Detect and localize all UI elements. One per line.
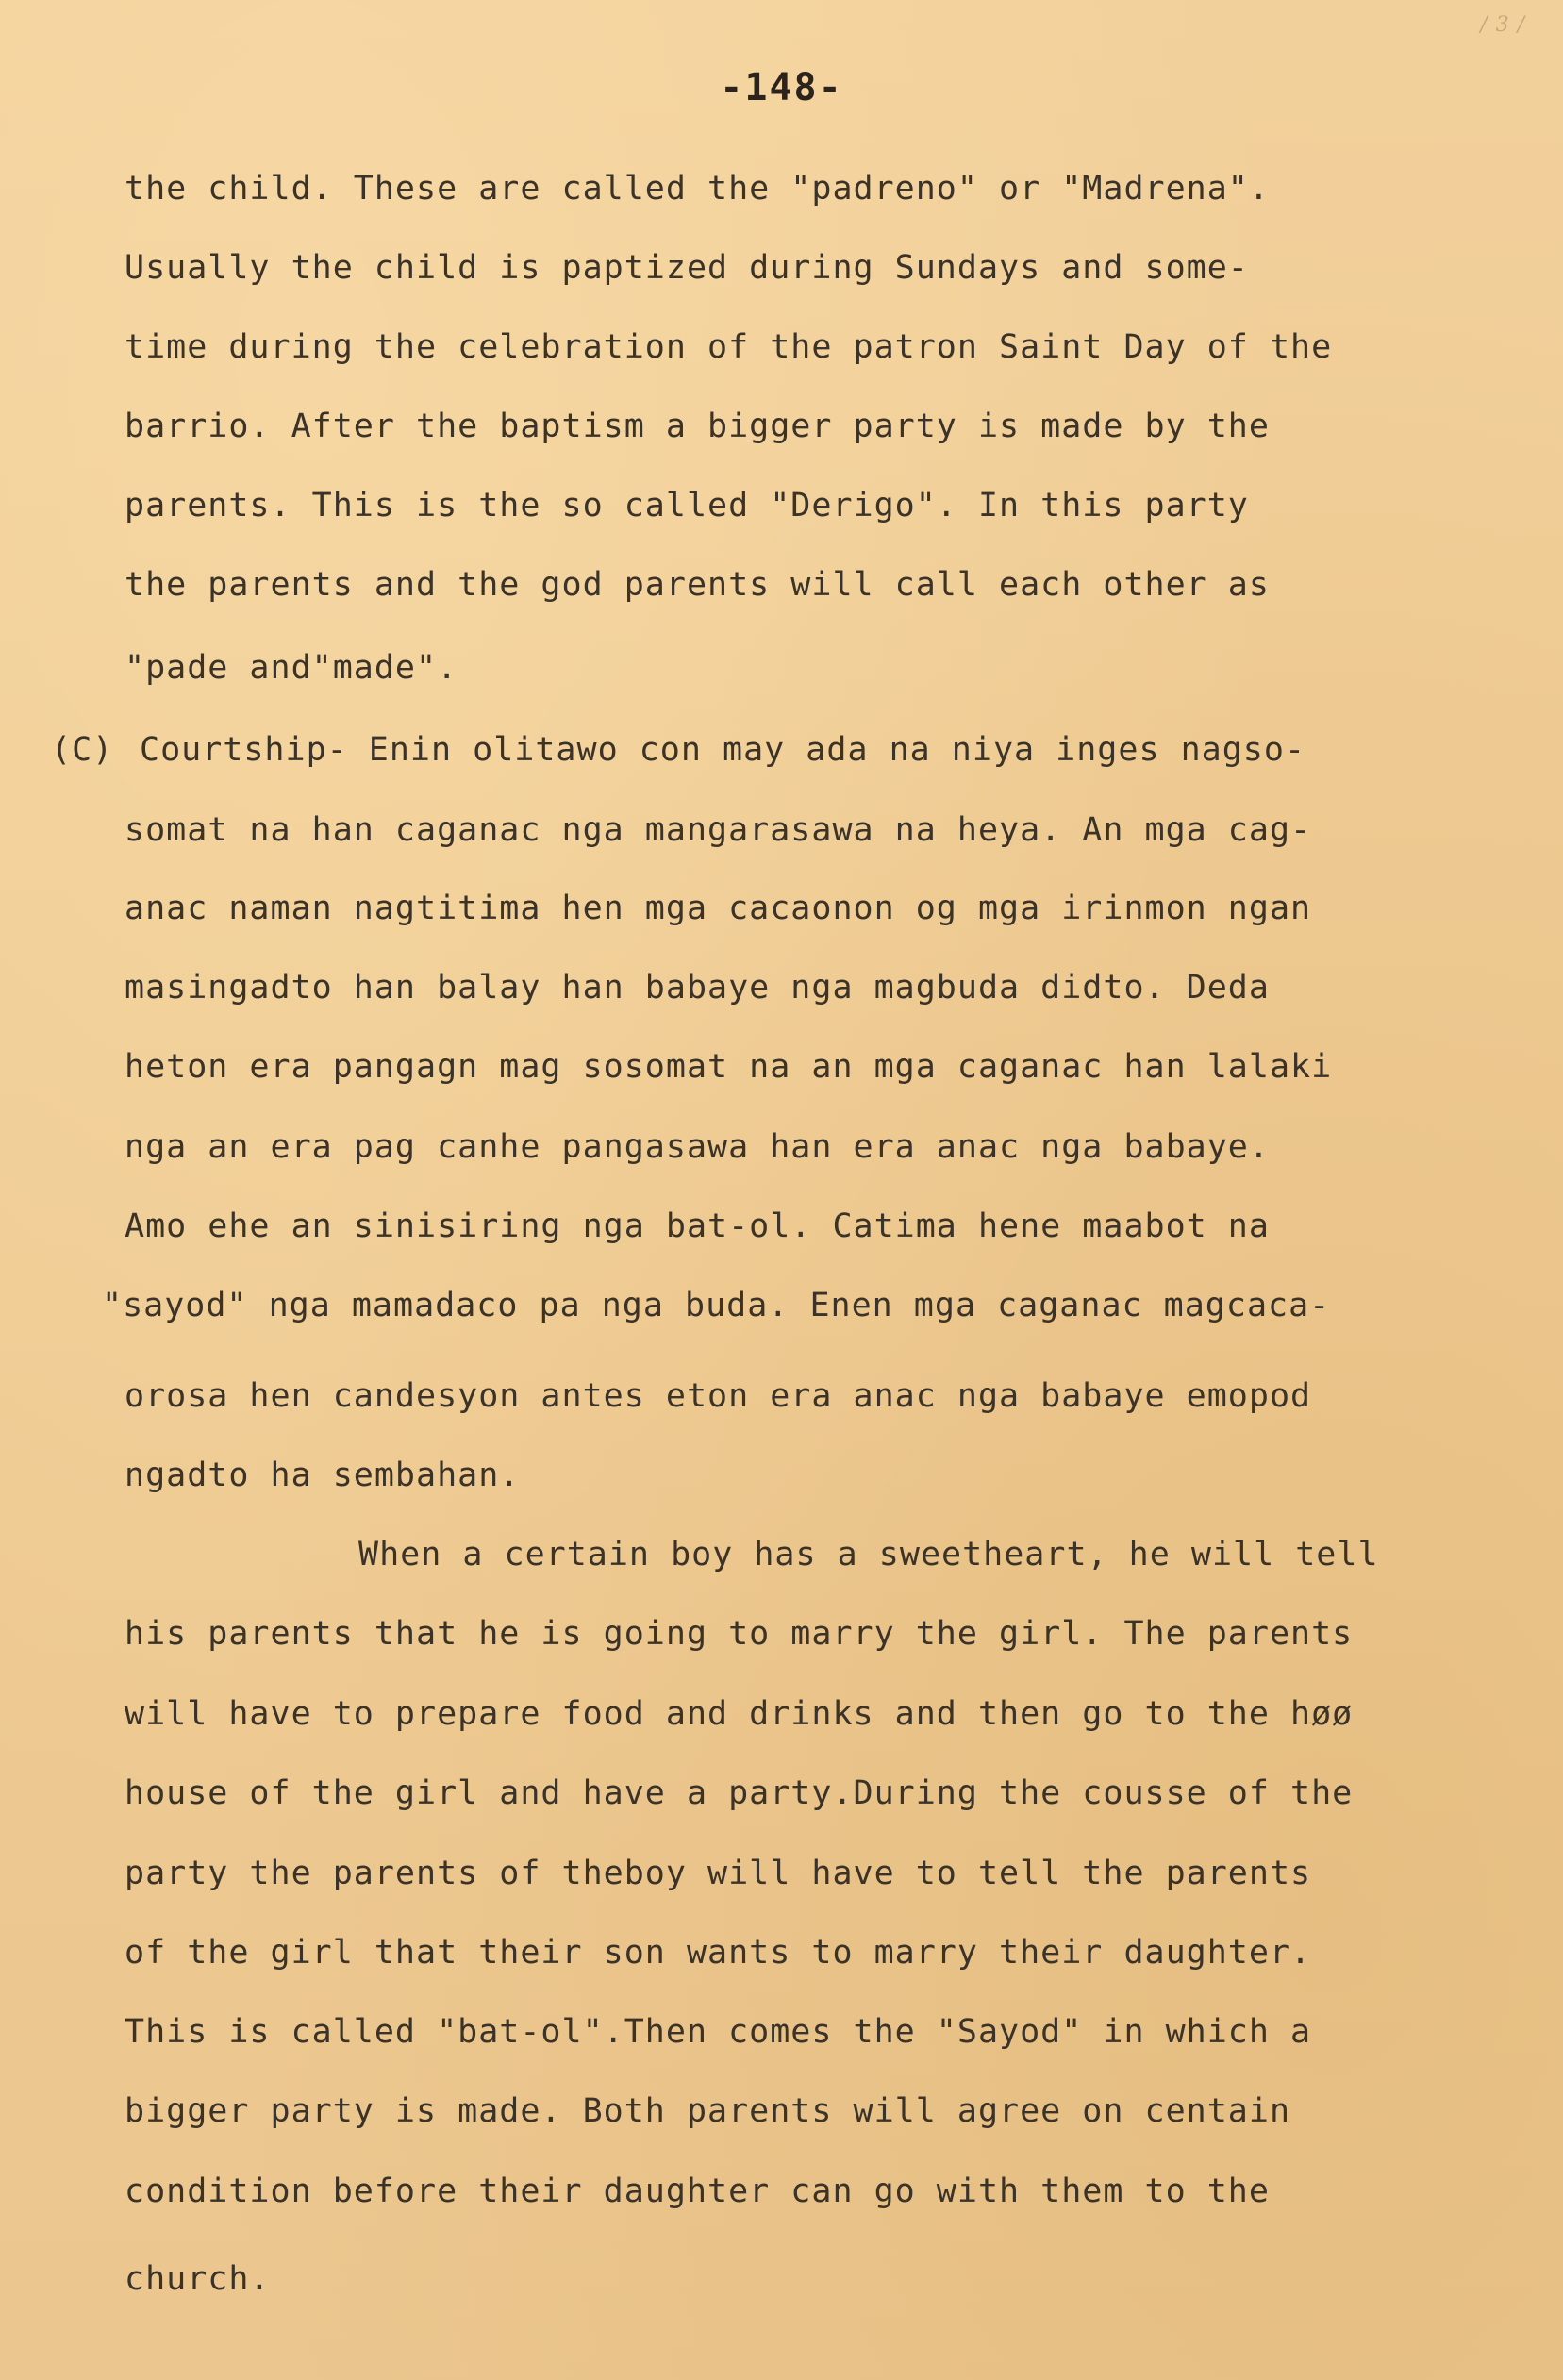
- text-line-17: ngadto ha sembahan.: [125, 1456, 521, 1494]
- page-number: -148-: [720, 66, 843, 109]
- text-line-12: heton era pangagn mag sosomat na an mga caganac han lalaki: [125, 1048, 1333, 1086]
- text-line-26: condition before their daughter can go with them to the: [125, 2172, 1270, 2210]
- text-line-14: Amo ehe an sinisiring nga bat-ol. Catima hene maabot na: [125, 1207, 1270, 1245]
- text-line-6: the parents and the god parents will call each other as: [125, 566, 1270, 604]
- text-line-9: somat na han caganac nga mangarasawa na heya. An mga cag-: [125, 811, 1312, 849]
- text-line-21: house of the girl and have a party.During the cousse of the: [125, 1774, 1354, 1812]
- text-line-15: "sayod" nga mamadaco pa nga buda. Enen mga caganac magcaca-: [102, 1287, 1331, 1324]
- text-line-20: will have to prepare food and drinks and then go to the høø: [125, 1695, 1354, 1733]
- text-line-1: the child. These are called the "padreno" or "Madrena".: [125, 170, 1270, 208]
- text-line-13: nga an era pag canhe pangasawa han era anac nga babaye.: [125, 1128, 1270, 1166]
- text-line-11: masingadto han balay han babaye nga magbuda didto. Deda: [125, 969, 1270, 1007]
- text-line-2: Usually the child is paptized during Sundays and some-: [125, 249, 1249, 287]
- section-marker-c: (C): [51, 731, 114, 769]
- text-line-19: his parents that he is going to marry the girl. The parents: [125, 1615, 1354, 1653]
- text-line-16: orosa hen candesyon antes eton era anac nga babaye emopod: [125, 1377, 1312, 1415]
- text-line-8: Courtship- Enin olitawo con may ada na niya inges nagso-: [140, 731, 1306, 769]
- text-line-5: parents. This is the so called "Derigo". In this party: [125, 487, 1249, 524]
- text-line-23: of the girl that their son wants to marry their daughter.: [125, 1934, 1312, 1972]
- text-line-4: barrio. After the baptism a bigger party is made by the: [125, 408, 1270, 445]
- text-line-27: church.: [125, 2260, 271, 2298]
- text-line-7: "pade and"made".: [125, 649, 458, 687]
- text-line-3: time during the celebration of the patron Saint Day of the: [125, 328, 1333, 366]
- text-line-22: party the parents of theboy will have to tell the parents: [125, 1855, 1312, 1892]
- text-line-18: When a certain boy has a sweetheart, he will tell: [358, 1536, 1379, 1573]
- text-line-25: bigger party is made. Both parents will agree on centain: [125, 2092, 1291, 2130]
- faint-corner-mark: / 3 /: [1480, 13, 1525, 37]
- text-line-24: This is called "bat-ol".Then comes the "Sayod" in which a: [125, 2013, 1312, 2051]
- text-line-10: anac naman nagtitima hen mga cacaonon og mga irinmon ngan: [125, 890, 1312, 927]
